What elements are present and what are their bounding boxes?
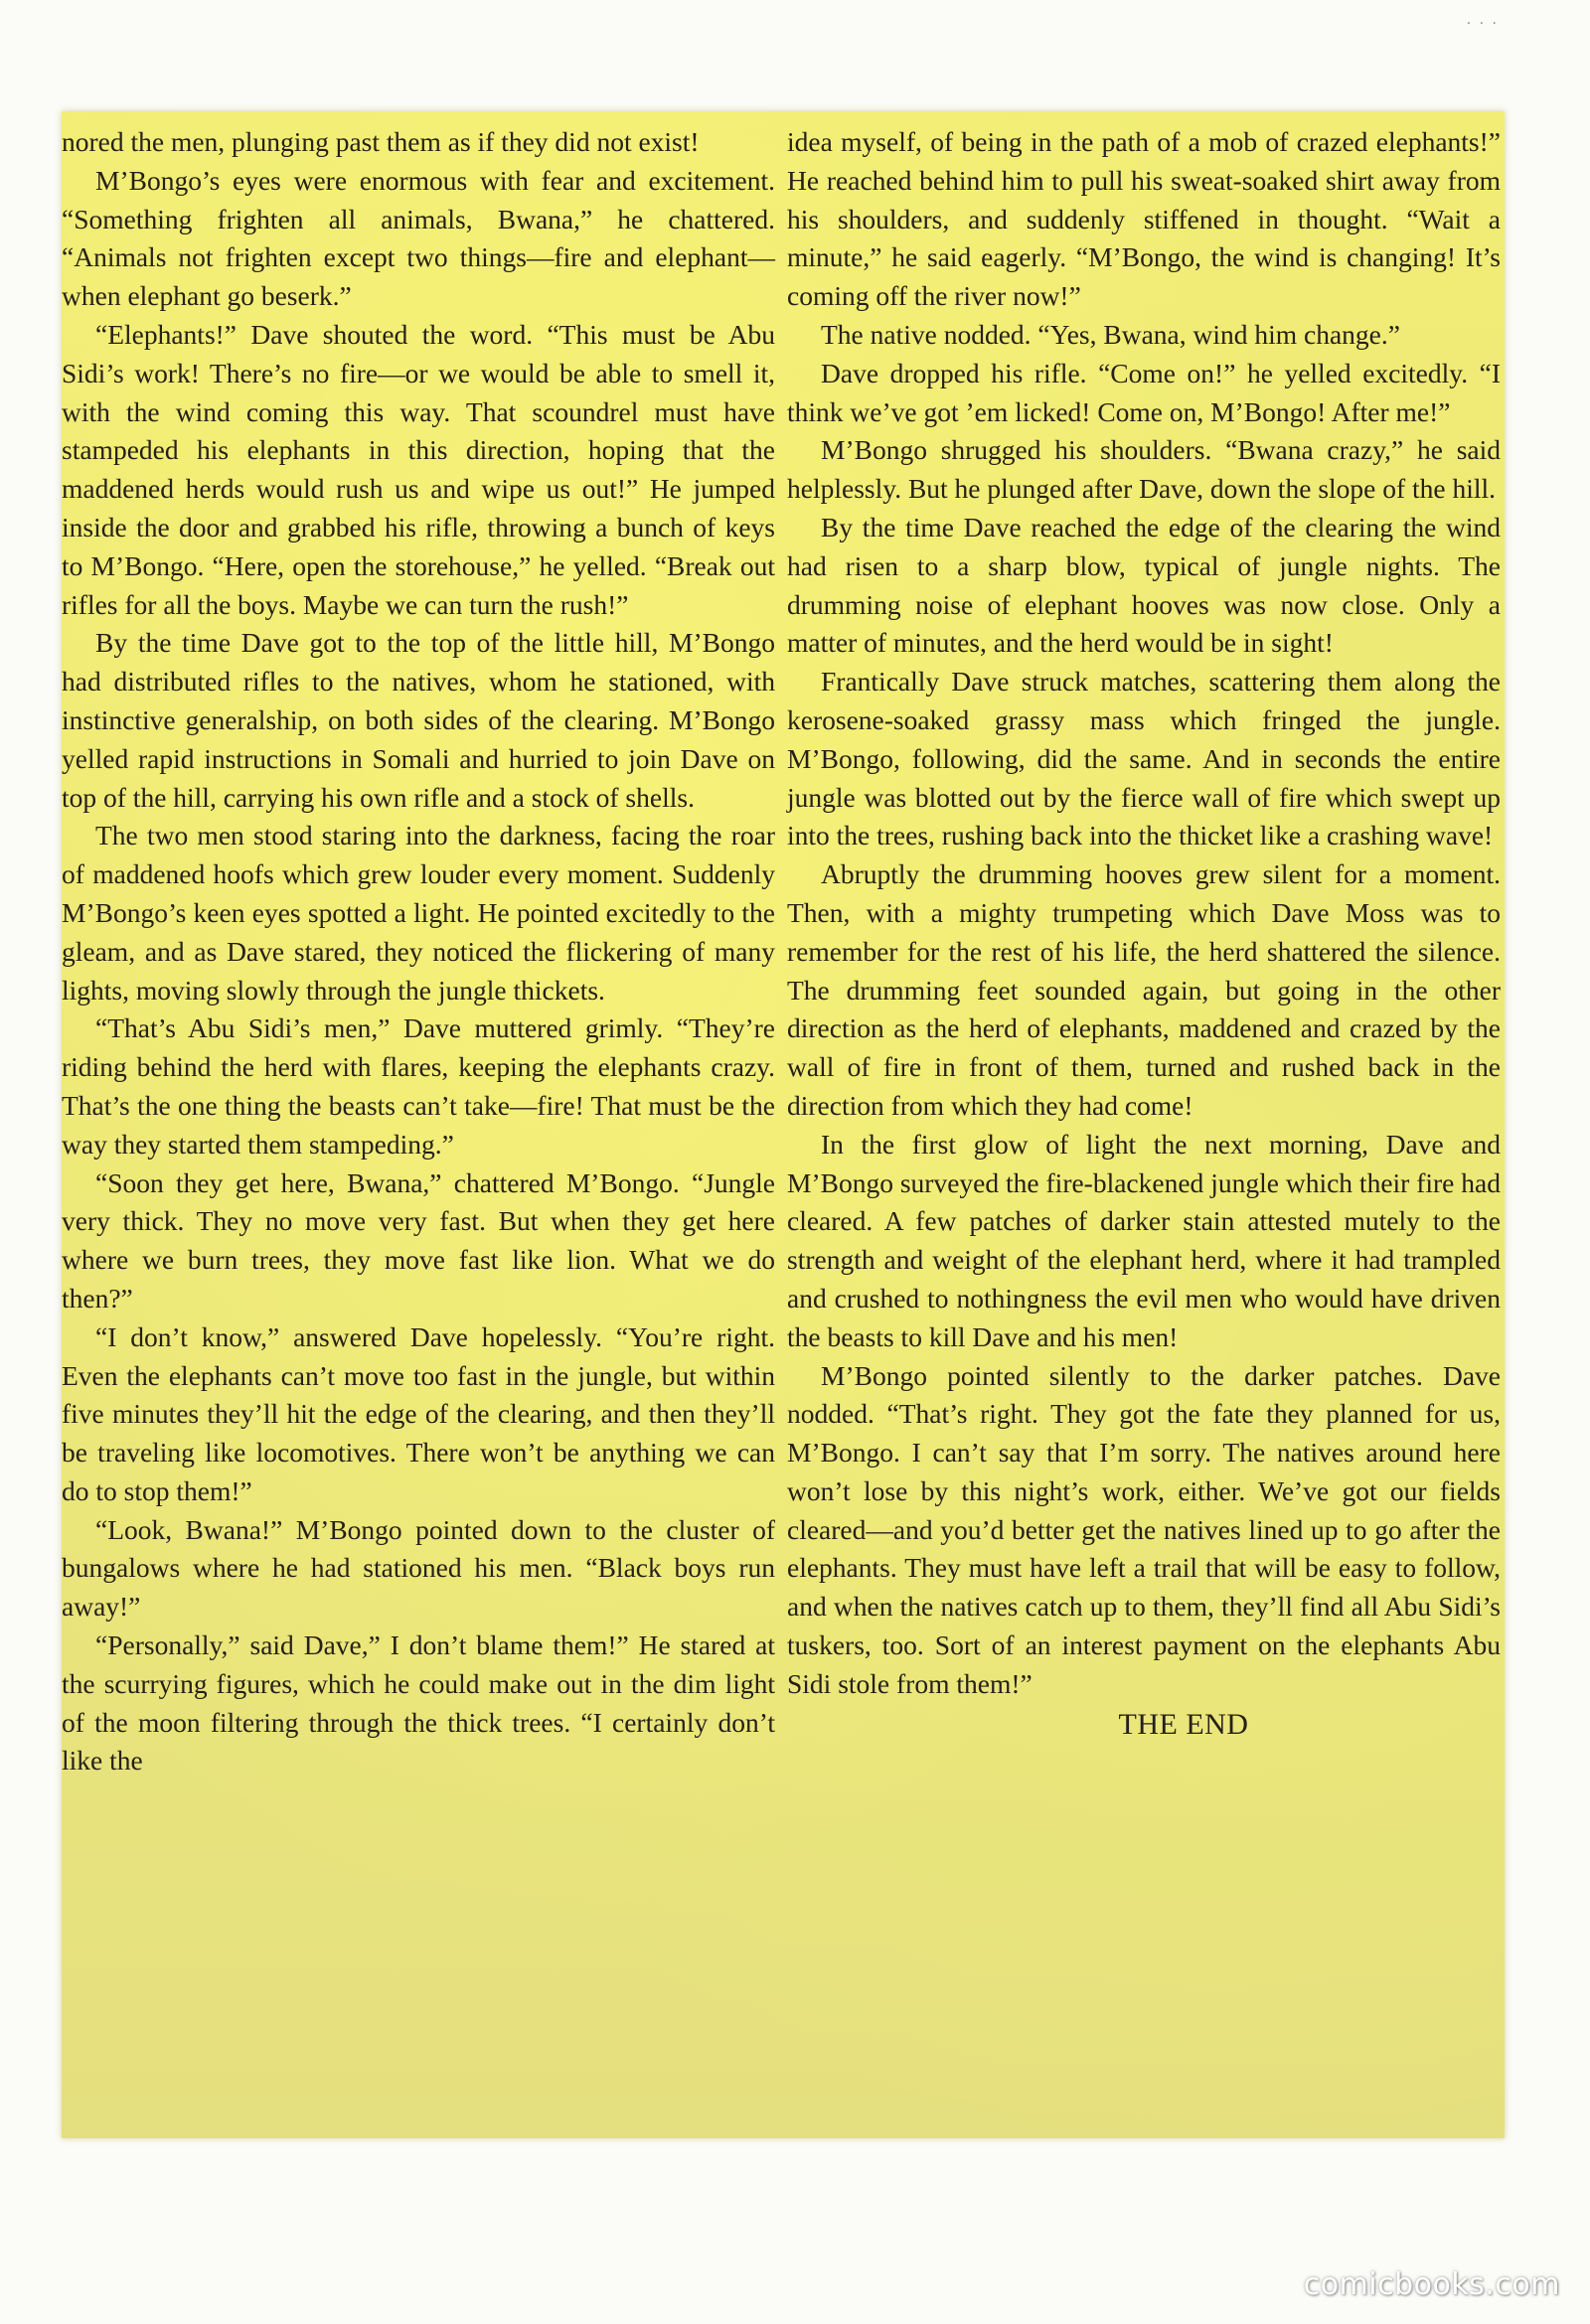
story-paragraph: The native nodded. “Yes, Bwana, wind him change.”: [821, 318, 1400, 350]
story-paragraph: “That’s Abu Sidi’s men,” Dave muttered grimly. “They’re riding behind the herd with flares, keeping the elephants crazy. That’s the one thing the beasts can’t take—fire! That must be the way they started them stampeding.”: [62, 1012, 775, 1160]
story-paragraph: By the time Dave reached the edge of the clearing the wind had risen to a sharp blow, typical of jungle nights. The drumming noise of elephant hooves was now close. Only a matter of minutes, and the herd would be in sight!: [787, 511, 1501, 659]
story-paragraph: M’Bongo shrugged his shoulders. “Bwana crazy,” he said helplessly. But he plunged after Dave, down the slope of the hill.: [787, 434, 1501, 505]
story-paragraph: “Personally,” said Dave,” I don’t blame them!” He stared at the scurrying figures, which he could make out in the dim light of the moon filtering through the thick trees. “I certainly don’t like the: [62, 1629, 775, 1777]
story-paragraph: M’Bongo’s eyes were enormous with fear and excitement. “Something frighten all animals, Bwana,” he chattered. “Animals not frighten except two things—fire and elephant—when elephant go beserk.”: [62, 164, 775, 312]
story-paragraph: M’Bongo pointed silently to the darker patches. Dave nodded. “That’s right. They got the fate they planned for us, M’Bongo. I can’t say that I’m sorry. The natives around here won’t lose by this night’s work, either. We’ve got our fields cleared—and you’d better get the natives lined up to go after the elephants. They must have left a trail that will be easy to follow, and when the natives catch up to them, they’ll find all Abu Sidi’s tuskers, too. Sort of an interest payment on the elephants Abu Sidi stole from them!”: [787, 1359, 1501, 1699]
story-paragraph: “Soon they get here, Bwana,” chattered M’Bongo. “Jungle very thick. They no move very fast. But when they get here where we burn trees, they move fast like lion. What we do then?”: [62, 1166, 775, 1314]
story-paragraph: By the time Dave got to the top of the little hill, M’Bongo had distributed rifles to the natives, whom he stationed, with instinctive generalship, on both sides of the clearing. M’Bongo yelled rapid instructions in Somali and hurried to join Dave on top of the hill, carrying his own rifle and a stock of shells.: [62, 627, 775, 813]
story-paragraph: Dave dropped his rifle. “Come on!” he yelled excitedly. “I think we’ve got ’em licked! Come on, M’Bongo! After me!”: [787, 357, 1501, 427]
left-text-column: [62, 123, 775, 1781]
page-edge-mark: · · ·: [1466, 16, 1499, 32]
story-paragraph: In the first glow of light the next morning, Dave and M’Bongo surveyed the fire-blackened jungle which their fire had cleared. A few patches of darker stain attested mutely to the strength and weight of the elephant herd, where it had trampled and crushed to nothingness the evil men who would have driven the beasts to kill Dave and his men!: [787, 1128, 1501, 1352]
the-end-label: THE END: [1118, 1707, 1249, 1741]
story-paragraph: The two men stood staring into the darkness, facing the roar of maddened hoofs which grew louder every moment. Suddenly M’Bongo’s keen eyes spotted a light. He pointed excitedly to the gleam, and as Dave stared, they noticed the flickering of many lights, moving slowly through the jungle thickets.: [62, 820, 775, 1006]
site-watermark: comicbooks.com: [1303, 2267, 1560, 2302]
story-paragraph: “Elephants!” Dave shouted the word. “This must be Abu Sidi’s work! There’s no fire—or we would be able to smell it, with the wind coming this way. That scoundrel must have stampeded his elephants in this direction, hoping that the maddened herds would rush us and wipe us out!” He jumped inside the door and grabbed his rifle, throwing a bunch of keys to M’Bongo. “Here, open the storehouse,” he yelled. “Break out rifles for all the boys. Maybe we can turn the rush!”: [62, 318, 775, 620]
story-paragraph: “Look, Bwana!” M’Bongo pointed down to the cluster of bungalows where he had stationed his men. “Black boys run away!”: [62, 1513, 775, 1623]
story-paragraph: Frantically Dave struck matches, scattering them along the kerosene-soaked grassy mass which fringed the jungle. M’Bongo, following, did the same. And in seconds the entire jungle was blotted out by the fierce wall of fire which swept up into the trees, rushing back into the thicket like a crashing wave!: [787, 666, 1501, 852]
story-paragraph: Abruptly the drumming hooves grew silent for a moment. Then, with a mighty trumpeting which Dave Moss was to remember for the rest of his life, the herd shattered the silence. The drumming feet sounded again, but going in the other direction as the herd of elephants, maddened and crazed by the wall of fire in front of them, turned and rushed back in the direction from which they had come!: [787, 858, 1501, 1121]
story-paragraph: idea myself, of being in the path of a mob of crazed elephants!” He reached behind him to pull his sweat-soaked shirt away from his shoulders, and suddenly stiffened in thought. “Wait a minute,” he said eagerly. “M’Bongo, the wind is changing! It’s coming off the river now!”: [787, 126, 1501, 312]
right-text-column: [787, 123, 1501, 1744]
story-text-panel: [62, 111, 1505, 2138]
story-paragraph: nored the men, plunging past them as if they did not exist!: [62, 126, 700, 157]
story-paragraph: “I don’t know,” answered Dave hopelessly. “You’re right. Even the elephants can’t move too fast in the jungle, but within five minutes they’ll hit the edge of the clearing, and then they’ll be traveling like locomotives. There won’t be anything we can do to stop them!”: [62, 1320, 775, 1506]
